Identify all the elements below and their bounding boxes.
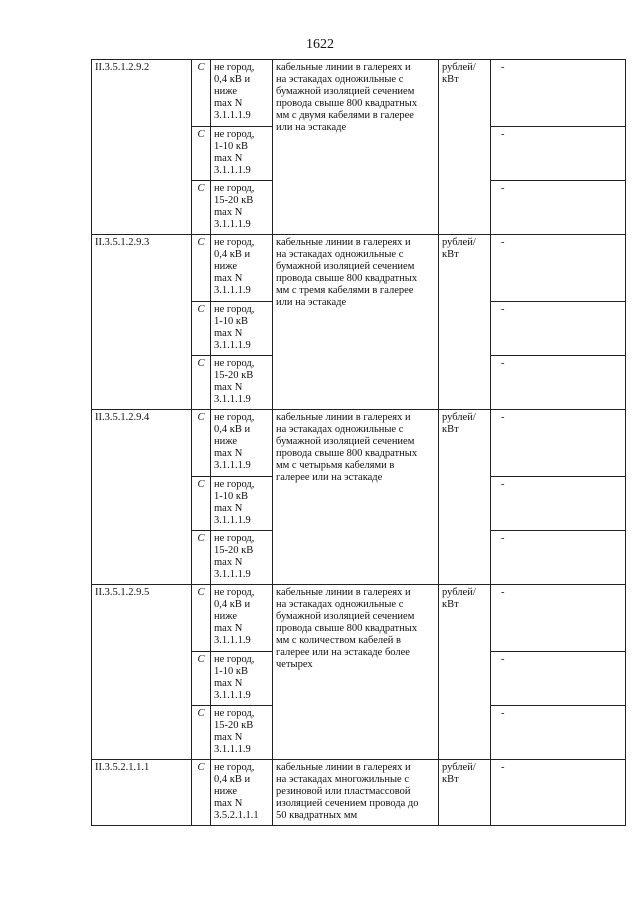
value-text: -: [501, 762, 505, 773]
unit-line: кВт: [442, 599, 459, 610]
value-cell: [491, 181, 626, 235]
description-line: резиновой или пластмассовой: [276, 786, 411, 797]
description-line: мм с двумя кабелями в галерее: [276, 110, 414, 121]
voltage-line: 1-10 кВ: [214, 316, 248, 327]
voltage-cell: [211, 302, 273, 356]
voltage-line: max N: [214, 207, 243, 218]
voltage-line: 3.1.1.1.9: [214, 515, 251, 526]
voltage-line: не город,: [214, 654, 255, 665]
voltage-line: не город,: [214, 358, 255, 369]
unit-line: кВт: [442, 249, 459, 260]
unit-line: рублей/: [442, 62, 476, 73]
value-text: -: [501, 654, 505, 665]
category-cell: [192, 181, 211, 235]
category-text: С: [197, 708, 205, 719]
voltage-line: 3.1.1.1.9: [214, 690, 251, 701]
tariff-table: [91, 59, 626, 826]
voltage-line: ниже: [214, 86, 238, 97]
voltage-line: не город,: [214, 479, 255, 490]
description-line: на эстакадах одножильные с: [276, 424, 404, 435]
category-cell: [192, 760, 211, 826]
description-cell: [273, 410, 439, 585]
voltage-line: не город,: [214, 708, 255, 719]
description-line: мм с количеством кабелей в: [276, 635, 401, 646]
voltage-line: max N: [214, 678, 243, 689]
category-text: С: [197, 304, 205, 315]
description-line: бумажной изоляцией сечением: [276, 436, 415, 447]
category-cell: [192, 127, 211, 181]
description-cell: [273, 235, 439, 410]
table-row: [92, 585, 626, 652]
value-cell: [491, 235, 626, 302]
description-line: кабельные линии в галереях и: [276, 62, 411, 73]
voltage-line: не город,: [214, 762, 255, 773]
table-row: [92, 60, 626, 127]
description-line: на эстакадах одножильные с: [276, 599, 404, 610]
voltage-line: ниже: [214, 611, 238, 622]
value-text: -: [501, 708, 505, 719]
table-row: [92, 760, 626, 826]
voltage-line: max N: [214, 448, 243, 459]
value-text: -: [501, 237, 505, 248]
voltage-cell: [211, 585, 273, 652]
table-row: [92, 410, 626, 477]
category-text: С: [197, 412, 205, 423]
description-line: кабельные линии в галереях и: [276, 762, 411, 773]
item-code: [92, 410, 192, 585]
value-cell: [491, 477, 626, 531]
item-code-text: II.3.5.1.2.9.5: [95, 587, 150, 598]
description-line: провода свыше 800 квадратных: [276, 623, 418, 634]
voltage-line: ниже: [214, 261, 238, 272]
voltage-line: 1-10 кВ: [214, 491, 248, 502]
value-text: -: [501, 62, 505, 73]
category-cell: [192, 356, 211, 410]
item-code-text: II.3.5.1.2.9.4: [95, 412, 150, 423]
category-cell: [192, 585, 211, 652]
voltage-line: 3.1.1.1.9: [214, 744, 251, 755]
unit-line: кВт: [442, 774, 459, 785]
voltage-line: 3.1.1.1.9: [214, 569, 251, 580]
description-line: галерее или на эстакаде более: [276, 647, 410, 658]
value-text: -: [501, 129, 505, 140]
description-line: изоляцией сечением провода до: [276, 798, 419, 809]
unit-line: кВт: [442, 74, 459, 85]
voltage-line: 15-20 кВ: [214, 370, 254, 381]
description-line: кабельные линии в галереях и: [276, 587, 411, 598]
item-code: [92, 760, 192, 826]
value-cell: [491, 127, 626, 181]
value-cell: [491, 652, 626, 706]
voltage-line: 1-10 кВ: [214, 666, 248, 677]
value-text: -: [501, 533, 505, 544]
voltage-line: max N: [214, 798, 243, 809]
item-code: [92, 60, 192, 235]
category-text: С: [197, 358, 205, 369]
description-line: провода свыше 800 квадратных: [276, 273, 418, 284]
description-line: на эстакадах одножильные с: [276, 249, 404, 260]
voltage-line: 3.1.1.1.9: [214, 285, 251, 296]
value-cell: [491, 410, 626, 477]
description-cell: [273, 760, 439, 826]
voltage-line: max N: [214, 623, 243, 634]
voltage-line: max N: [214, 328, 243, 339]
table-row: [92, 235, 626, 302]
description-line: провода свыше 800 квадратных: [276, 98, 418, 109]
voltage-line: ниже: [214, 786, 238, 797]
unit-cell: [439, 760, 491, 826]
voltage-cell: [211, 760, 273, 826]
voltage-line: max N: [214, 503, 243, 514]
category-text: С: [197, 479, 205, 490]
description-line: галерее или на эстакаде: [276, 472, 383, 483]
voltage-line: 0,4 кВ и: [214, 424, 251, 435]
voltage-cell: [211, 181, 273, 235]
voltage-line: 0,4 кВ и: [214, 249, 251, 260]
voltage-cell: [211, 706, 273, 760]
voltage-cell: [211, 60, 273, 127]
voltage-line: 3.1.1.1.9: [214, 394, 251, 405]
category-cell: [192, 60, 211, 127]
category-text: С: [197, 533, 205, 544]
voltage-line: 3.1.1.1.9: [214, 635, 251, 646]
description-line: кабельные линии в галереях и: [276, 237, 411, 248]
value-cell: [491, 531, 626, 585]
voltage-line: 3.1.1.1.9: [214, 460, 251, 471]
voltage-cell: [211, 531, 273, 585]
description-line: кабельные линии в галереях и: [276, 412, 411, 423]
category-text: С: [197, 762, 205, 773]
unit-line: рублей/: [442, 587, 476, 598]
voltage-cell: [211, 410, 273, 477]
value-cell: [491, 706, 626, 760]
description-line: 50 квадратных мм: [276, 810, 358, 821]
voltage-line: 15-20 кВ: [214, 720, 254, 731]
description-line: бумажной изоляцией сечением: [276, 611, 415, 622]
value-text: -: [501, 304, 505, 315]
voltage-line: не город,: [214, 183, 255, 194]
voltage-cell: [211, 652, 273, 706]
voltage-line: ниже: [214, 436, 238, 447]
category-text: С: [197, 237, 205, 248]
value-text: -: [501, 587, 505, 598]
value-text: -: [501, 358, 505, 369]
voltage-line: не город,: [214, 237, 255, 248]
voltage-line: 15-20 кВ: [214, 545, 254, 556]
item-code-text: II.3.5.2.1.1.1: [95, 762, 150, 773]
description-line: бумажной изоляцией сечением: [276, 86, 415, 97]
voltage-line: 3.1.1.1.9: [214, 110, 251, 121]
category-cell: [192, 302, 211, 356]
value-cell: [491, 302, 626, 356]
category-text: С: [197, 587, 205, 598]
description-line: мм с тремя кабелями в галерее: [276, 285, 414, 296]
voltage-cell: [211, 127, 273, 181]
voltage-line: 1-10 кВ: [214, 141, 248, 152]
description-line: или на эстакаде: [276, 122, 347, 133]
category-cell: [192, 706, 211, 760]
value-cell: [491, 585, 626, 652]
item-code-text: II.3.5.1.2.9.3: [95, 237, 150, 248]
unit-line: рублей/: [442, 412, 476, 423]
description-cell: [273, 60, 439, 235]
voltage-line: 3.5.2.1.1.1: [214, 810, 259, 821]
category-text: С: [197, 129, 205, 140]
value-text: -: [501, 183, 505, 194]
value-cell: [491, 356, 626, 410]
voltage-line: не город,: [214, 587, 255, 598]
voltage-line: max N: [214, 153, 243, 164]
voltage-cell: [211, 235, 273, 302]
voltage-line: max N: [214, 557, 243, 568]
category-text: С: [197, 62, 205, 73]
description-line: провода свыше 800 квадратных: [276, 448, 418, 459]
value-text: -: [501, 479, 505, 490]
category-cell: [192, 477, 211, 531]
category-text: С: [197, 654, 205, 665]
category-cell: [192, 531, 211, 585]
voltage-line: 3.1.1.1.9: [214, 165, 251, 176]
description-line: бумажной изоляцией сечением: [276, 261, 415, 272]
item-code-text: II.3.5.1.2.9.2: [95, 62, 150, 73]
item-code: [92, 585, 192, 760]
voltage-line: 15-20 кВ: [214, 195, 254, 206]
voltage-line: не город,: [214, 62, 255, 73]
voltage-cell: [211, 356, 273, 410]
unit-line: кВт: [442, 424, 459, 435]
category-text: С: [197, 183, 205, 194]
category-cell: [192, 235, 211, 302]
voltage-line: 3.1.1.1.9: [214, 219, 251, 230]
unit-cell: [439, 410, 491, 585]
unit-cell: [439, 60, 491, 235]
voltage-line: не город,: [214, 304, 255, 315]
voltage-cell: [211, 477, 273, 531]
description-line: мм с четырьмя кабелями в: [276, 460, 395, 471]
unit-cell: [439, 235, 491, 410]
description-line: на эстакадах многожильные с: [276, 774, 409, 785]
item-code: [92, 235, 192, 410]
description-cell: [273, 585, 439, 760]
voltage-line: max N: [214, 273, 243, 284]
category-cell: [192, 652, 211, 706]
value-cell: [491, 760, 626, 826]
description-line: четырех: [276, 659, 313, 670]
voltage-line: 0,4 кВ и: [214, 74, 251, 85]
description-line: или на эстакаде: [276, 297, 347, 308]
value-text: -: [501, 412, 505, 423]
voltage-line: max N: [214, 98, 243, 109]
voltage-line: 0,4 кВ и: [214, 599, 251, 610]
tariff-table-body: [92, 60, 626, 826]
voltage-line: 0,4 кВ и: [214, 774, 251, 785]
voltage-line: 3.1.1.1.9: [214, 340, 251, 351]
voltage-line: max N: [214, 382, 243, 393]
voltage-line: не город,: [214, 533, 255, 544]
page-number: 1622: [306, 37, 334, 52]
value-cell: [491, 60, 626, 127]
unit-cell: [439, 585, 491, 760]
unit-line: рублей/: [442, 237, 476, 248]
voltage-line: не город,: [214, 129, 255, 140]
voltage-line: не город,: [214, 412, 255, 423]
description-line: на эстакадах одножильные с: [276, 74, 404, 85]
voltage-line: max N: [214, 732, 243, 743]
category-cell: [192, 410, 211, 477]
unit-line: рублей/: [442, 762, 476, 773]
